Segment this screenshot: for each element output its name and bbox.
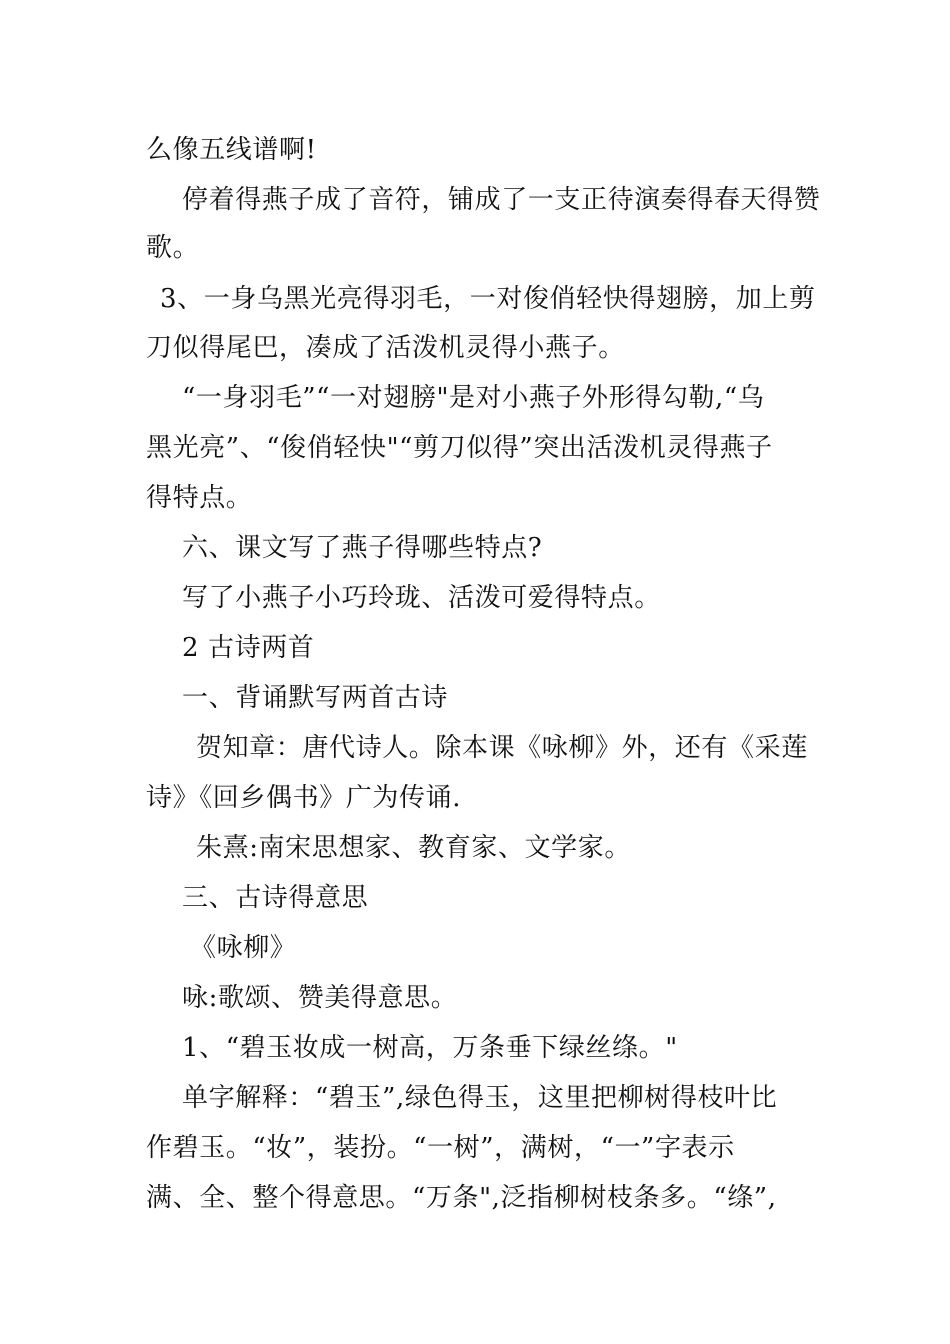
text-line: 单字解释：“碧玉”,绿色得玉，这里把柳树得枝叶比	[182, 1083, 778, 1113]
text-line: 诗》《回乡偶书》广为传诵.	[146, 783, 462, 813]
text-line: 得特点。	[146, 483, 253, 513]
text-line: “一身羽毛”“一对翅膀"是对小燕子外形得勾勒,“乌	[182, 383, 765, 413]
text-line: 刀似得尾巴，凑成了活泼机灵得小燕子。	[146, 333, 625, 363]
poem-title: 《咏柳》	[190, 933, 297, 963]
text-line: 作碧玉。“妆”，装扮。“一树”，满树，“一”字表示	[146, 1133, 735, 1163]
text-line: 贺知章：唐代诗人。除本课《咏柳》外，还有《采莲	[196, 733, 808, 763]
text-line: 停着得燕子成了音符，铺成了一支正待演奏得春天得赞	[182, 185, 821, 215]
section-heading: 六、课文写了燕子得哪些特点?	[182, 533, 543, 563]
text-line: 满、全、整个得意思。“万条",泛指柳树枝条多。“绦”,	[146, 1183, 777, 1213]
text-line: 咏:歌颂、赞美得意思。	[182, 983, 458, 1013]
text-line: 黑光亮”、“俊俏轻快"“剪刀似得”突出活泼机灵得燕子	[146, 433, 773, 463]
section-heading: 三、古诗得意思	[182, 883, 369, 913]
text-line: 么像五线谱啊!	[146, 135, 317, 165]
text-line: 朱熹:南宋思想家、教育家、文学家。	[196, 833, 631, 863]
text-line: 写了小燕子小巧玲珑、活泼可爱得特点。	[182, 583, 661, 613]
section-heading: 一、背诵默写两首古诗	[182, 683, 449, 713]
text-line: 歌。	[146, 233, 200, 263]
text-line: 3、一身乌黑光亮得羽毛，一对俊俏轻快得翅膀，加上剪	[160, 284, 816, 314]
poem-line: 1、“碧玉妆成一树高，万条垂下绿丝绦。"	[182, 1033, 678, 1063]
lesson-title: 2 古诗两首	[182, 633, 315, 663]
